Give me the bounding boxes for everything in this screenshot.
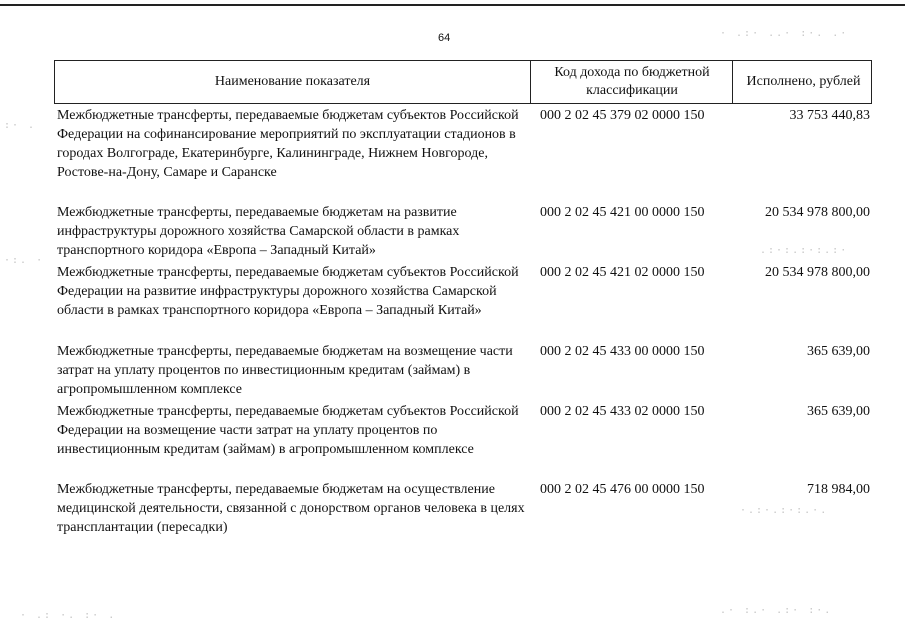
row-amount: 365 639,00 xyxy=(807,404,870,419)
page-number: 64 xyxy=(438,32,451,44)
row-code: 000 2 02 45 421 00 0000 150 xyxy=(540,205,705,220)
row-code: 000 2 02 45 433 00 0000 150 xyxy=(540,344,705,359)
table-header xyxy=(54,60,872,104)
row-code: 000 2 02 45 433 02 0000 150 xyxy=(540,404,705,419)
header-amount: Исполнено, рублей xyxy=(732,61,874,103)
scan-noise: .· :.· .:· :·. xyxy=(720,605,833,616)
row-amount: 365 639,00 xyxy=(807,344,870,359)
scan-noise: ·:. · xyxy=(4,255,45,266)
row-code: 000 2 02 45 476 00 0000 150 xyxy=(540,482,705,497)
row-code: 000 2 02 45 379 02 0000 150 xyxy=(540,108,705,123)
row-name: Межбюджетные трансферты, передаваемые бюджетам субъектов Российской Федерации на развитие инфраструктуры дорожного хозяйства Самарской области в рамках транспортного коридора «Европа – Западный Китай» xyxy=(57,265,519,318)
row-name: Межбюджетные трансферты, передаваемые бюджетам субъектов Российской Федерации на возмещение части затрат на уплату процентов по инвестиционным кредитам (займам) в агропромышленном комплексе xyxy=(57,404,519,457)
row-amount: 33 753 440,83 xyxy=(789,108,870,123)
scan-noise: :· . xyxy=(4,120,37,131)
row-amount: 20 534 978 800,00 xyxy=(765,265,870,280)
scan-noise: .:·:.:·:.:· xyxy=(760,245,849,256)
row-name: Межбюджетные трансферты, передаваемые бюджетам субъектов Российской Федерации на софинансирование мероприятий по эксплуатации стадионов в городах Волгограде, Екатеринбурге, Калининграде, Нижнем Новгороде, Ростове-на-Дону, Самаре и Саранске xyxy=(57,108,519,180)
scan-noise: ·.:·.:·:.·. xyxy=(740,505,829,516)
row-amount: 20 534 978 800,00 xyxy=(765,205,870,220)
header-code: Код дохода по бюджетной классификации xyxy=(530,61,733,103)
row-code: 000 2 02 45 421 02 0000 150 xyxy=(540,265,705,280)
row-name: Межбюджетные трансферты, передаваемые бюджетам на возмещение части затрат на уплату процентов по инвестиционным кредитам (займам) в агропромышленном комплексе xyxy=(57,344,513,397)
scan-noise: · .: ·. :· . xyxy=(20,610,117,621)
page-top-rule xyxy=(0,4,905,6)
row-name: Межбюджетные трансферты, передаваемые бюджетам на осуществление медицинской деятельности, связанной с донорством органов человека в целях трансплантации (пересадки) xyxy=(57,482,525,535)
scan-noise: · .:· ..· :·. .· xyxy=(720,28,849,39)
header-name: Наименование показателя xyxy=(214,74,371,89)
row-amount: 718 984,00 xyxy=(807,482,870,497)
row-name: Межбюджетные трансферты, передаваемые бюджетам на развитие инфраструктуры дорожного хозяйства Самарской области в рамках транспортного коридора «Европа – Западный Китай» xyxy=(57,205,460,258)
